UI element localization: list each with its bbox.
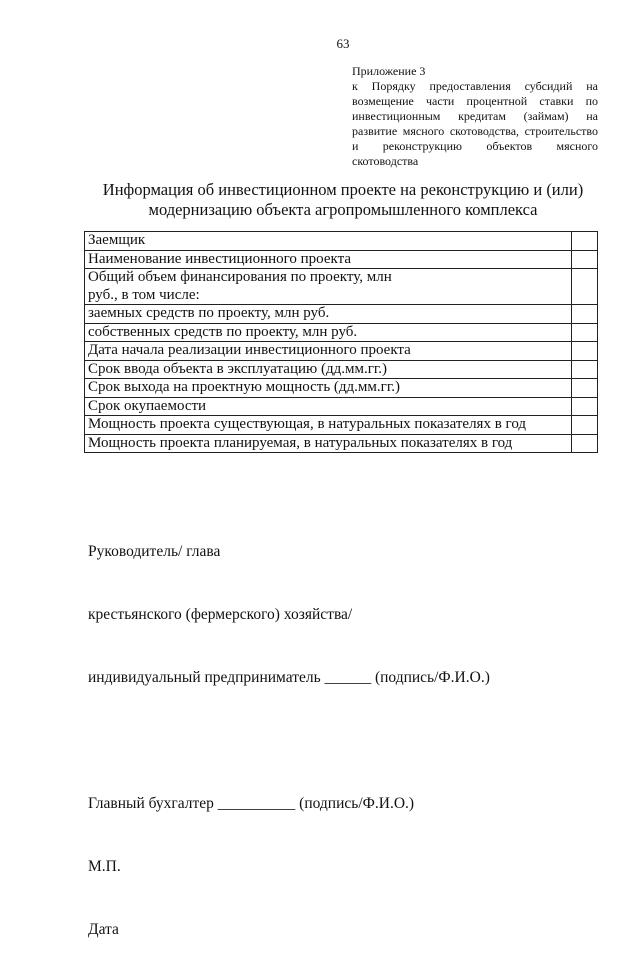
table-row	[85, 397, 598, 416]
row-value-design-capacity-date	[571, 379, 597, 398]
table-row	[85, 379, 598, 398]
table-row	[85, 416, 598, 435]
row-value-existing-capacity	[571, 416, 597, 435]
row-label-design-capacity-date: Срок выхода на проектную мощность (дд.мм.гг.)	[85, 379, 572, 398]
stamp-place: М.П.	[88, 858, 121, 875]
row-label-borrowed-funds: заемных средств по проекту, млн руб.	[85, 305, 572, 324]
head-line-2: крестьянского (фермерского) хозяйства/	[88, 606, 353, 623]
accountant-signature-line: Главный бухгалтер __________ (подпись/Ф.И.О.)	[88, 795, 415, 812]
head-signature-line: индивидуальный предприниматель ______ (подпись/Ф.И.О.)	[88, 669, 490, 686]
row-value-planned-capacity	[571, 434, 597, 453]
appendix-title: Приложение 3	[352, 64, 426, 78]
row-label-existing-capacity: Мощность проекта существующая, в натуральных показателях в год	[85, 416, 572, 435]
row-value-borrower	[571, 232, 597, 251]
row-value-borrowed-funds	[571, 305, 597, 324]
row-label-start-date: Дата начала реализации инвестиционного проекта	[85, 342, 572, 361]
signature-block	[88, 499, 490, 961]
head-line-1: Руководитель/ глава	[88, 543, 221, 560]
row-value-total-financing	[571, 269, 597, 305]
row-label-total-financing: Общий объем финансирования по проекту, млн руб., в том числе:	[85, 269, 572, 305]
row-value-own-funds	[571, 323, 597, 342]
date-field: Дата	[88, 921, 119, 938]
appendix-text: к Порядку предоставления субсидий на возмещение части процентной ставки по инвестиционным кредитам (займам) на развитие мясного скотоводства, строительство и реконструкцию объектов мясного скотоводства	[352, 79, 598, 168]
table-row	[85, 323, 598, 342]
document-title-line-2: модернизацию объекта агропромышленного комплекса	[148, 200, 538, 219]
project-info-table	[84, 231, 598, 453]
row-value-project-name	[571, 250, 597, 269]
document-title	[100, 180, 586, 220]
table-row	[85, 360, 598, 379]
row-label-borrower: Заемщик	[85, 232, 572, 251]
table-row	[85, 342, 598, 361]
table-row	[85, 232, 598, 251]
row-label-commissioning-date: Срок ввода объекта в эксплуатацию (дд.мм.гг.)	[85, 360, 572, 379]
row-value-payback-period	[571, 397, 597, 416]
spacer	[88, 730, 490, 751]
row-label-payback-period: Срок окупаемости	[85, 397, 572, 416]
page-number: 63	[336, 36, 350, 51]
appendix-header	[352, 64, 598, 169]
row-label-own-funds: собственных средств по проекту, млн руб.	[85, 323, 572, 342]
table-row	[85, 269, 598, 305]
row-label-planned-capacity: Мощность проекта планируемая, в натуральных показателях в год	[85, 434, 572, 453]
row-value-commissioning-date	[571, 360, 597, 379]
table-row	[85, 250, 598, 269]
row-value-start-date	[571, 342, 597, 361]
table-row	[85, 305, 598, 324]
table-row	[85, 434, 598, 453]
row-label-project-name: Наименование инвестиционного проекта	[85, 250, 572, 269]
document-title-line-1: Информация об инвестиционном проекте на реконструкцию и (или)	[102, 180, 584, 199]
